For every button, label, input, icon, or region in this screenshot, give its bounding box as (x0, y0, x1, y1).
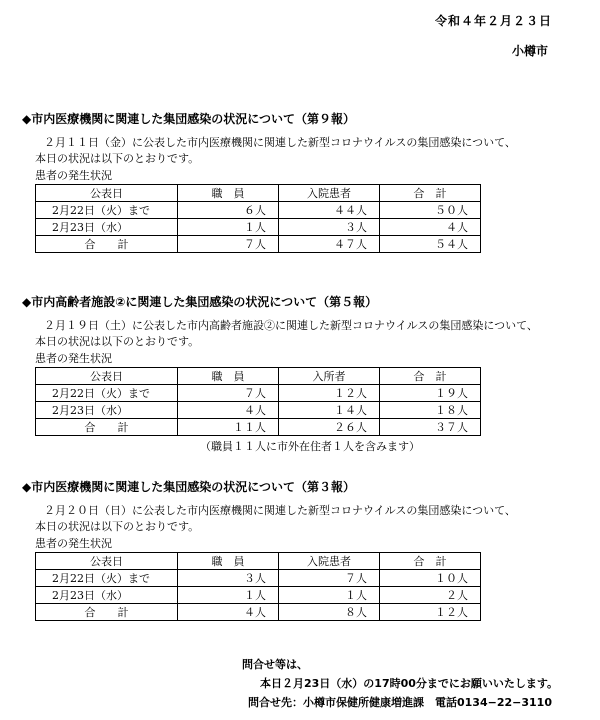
paragraph-line-2: 本日の状況は以下のとおりです。 (35, 152, 200, 165)
table-row (36, 219, 481, 236)
cell-value: ２６人 (279, 419, 380, 436)
table-row (36, 202, 481, 219)
cell-value: ３人 (178, 570, 279, 587)
cell-value: ４４人 (279, 202, 380, 219)
cell-value: ４人 (380, 219, 481, 236)
footer-line-2: 本日２月23日（水）の17時00分までにお願いいたします。 (260, 677, 559, 690)
cell-value: １２人 (380, 604, 481, 621)
column-header: 合 計 (380, 185, 481, 202)
cell-value: ４７人 (279, 236, 380, 253)
table-caption: 患者の発生状況 (35, 352, 112, 365)
cell-value: １９人 (380, 385, 481, 402)
table-row (36, 570, 481, 587)
table-header-row (36, 185, 481, 202)
row-date: 2月23日（水） (36, 219, 178, 236)
cell-value: １人 (279, 587, 380, 604)
section-elderly-facility-5 (22, 293, 582, 454)
table-total-row (36, 236, 481, 253)
cell-value: １８人 (380, 402, 481, 419)
table-row (36, 385, 481, 402)
paragraph-line-2: 本日の状況は以下のとおりです。 (35, 335, 200, 348)
table-header-row (36, 368, 481, 385)
cell-value: ２人 (380, 587, 481, 604)
section-paragraph (22, 318, 582, 350)
column-header: 職 員 (178, 553, 279, 570)
patient-status-table (35, 184, 481, 253)
table-note: （職員１１人に市外在住者１人を含みます） (200, 440, 420, 453)
cell-value: ７人 (178, 385, 279, 402)
cell-value: ５４人 (380, 236, 481, 253)
issuing-organization: 小樽市 (511, 44, 548, 58)
contact-footer (242, 655, 558, 712)
column-header: 入院患者 (279, 185, 380, 202)
column-header: 公表日 (36, 368, 178, 385)
section-heading: ◆市内医療機関に関連した集団感染の状況について（第９報） (22, 112, 355, 126)
column-header: 職 員 (178, 368, 279, 385)
cell-value: １２人 (279, 385, 380, 402)
row-date: 2月23日（水） (36, 402, 178, 419)
table-total-row (36, 419, 481, 436)
column-header: 公表日 (36, 185, 178, 202)
document-date: 令和４年２月２３日 (434, 14, 552, 28)
table-caption: 患者の発生状況 (35, 169, 112, 182)
section-paragraph (22, 503, 582, 535)
section-medical-institution-9 (22, 110, 582, 253)
cell-value: １０人 (380, 570, 481, 587)
cell-value: １４人 (279, 402, 380, 419)
cell-value: ８人 (279, 604, 380, 621)
cell-value: １１人 (178, 419, 279, 436)
patient-status-table (35, 552, 481, 621)
cell-value: １人 (178, 219, 279, 236)
patient-status-table (35, 367, 481, 436)
paragraph-line-2: 本日の状況は以下のとおりです。 (35, 520, 200, 533)
cell-value: ４人 (178, 402, 279, 419)
table-header-row (36, 553, 481, 570)
total-label: 合 計 (36, 419, 178, 436)
row-date: 2月22日（火）まで (36, 570, 178, 587)
section-medical-institution-3 (22, 478, 582, 621)
cell-value: １人 (178, 587, 279, 604)
section-heading: ◆市内高齢者施設②に関連した集団感染の状況について（第５報） (22, 295, 378, 309)
cell-value: ７人 (178, 236, 279, 253)
column-header: 入院患者 (279, 553, 380, 570)
cell-value: ６人 (178, 202, 279, 219)
footer-line-1: 問合せ等は、 (242, 658, 308, 671)
row-date: 2月22日（火）まで (36, 202, 178, 219)
column-header: 職 員 (178, 185, 279, 202)
column-header: 公表日 (36, 553, 178, 570)
footer-contact: 問合せ先：小樽市保健所健康増進課 電話0134−22−3110 (248, 696, 552, 709)
table-row (36, 402, 481, 419)
table-total-row (36, 604, 481, 621)
row-date: 2月22日（火）まで (36, 385, 178, 402)
paragraph-line-1: ２月２０日（日）に公表した市内医療機関に関連した新型コロナウイルスの集団感染について、 (44, 504, 516, 517)
table-row (36, 587, 481, 604)
table-caption: 患者の発生状況 (35, 537, 112, 550)
cell-value: ７人 (279, 570, 380, 587)
column-header: 合 計 (380, 368, 481, 385)
cell-value: ５０人 (380, 202, 481, 219)
paragraph-line-1: ２月１１日（金）に公表した市内医療機関に関連した新型コロナウイルスの集団感染について、 (44, 136, 516, 149)
row-date: 2月23日（水） (36, 587, 178, 604)
cell-value: ３人 (279, 219, 380, 236)
cell-value: ４人 (178, 604, 279, 621)
total-label: 合 計 (36, 604, 178, 621)
column-header: 合 計 (380, 553, 481, 570)
section-heading: ◆市内医療機関に関連した集団感染の状況について（第３報） (22, 480, 355, 494)
paragraph-line-1: ２月１９日（土）に公表した市内高齢者施設②に関連した新型コロナウイルスの集団感染について、 (44, 319, 538, 332)
cell-value: ３７人 (380, 419, 481, 436)
section-paragraph (22, 135, 582, 167)
column-header: 入所者 (279, 368, 380, 385)
total-label: 合 計 (36, 236, 178, 253)
